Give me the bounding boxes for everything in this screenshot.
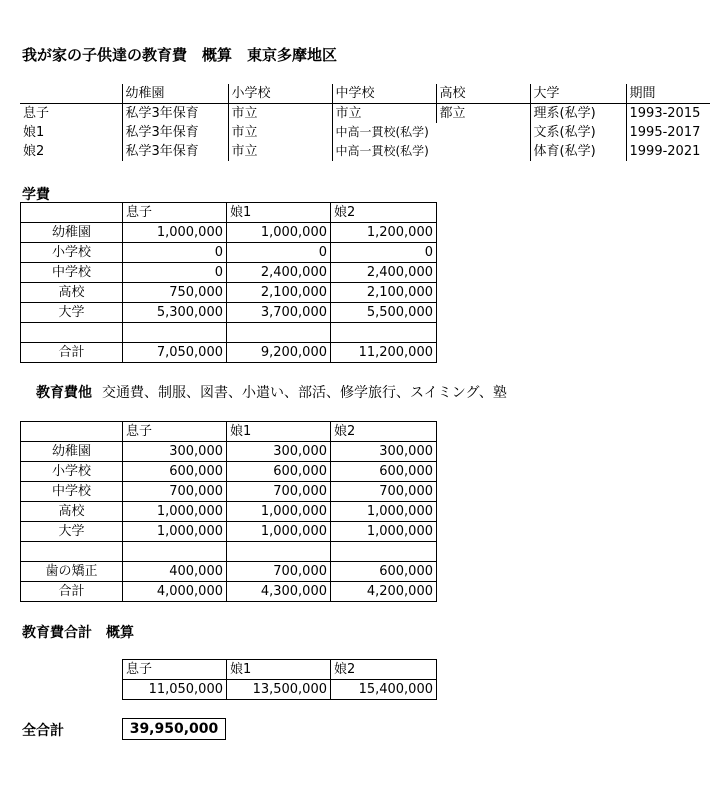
- row-label: 中学校: [21, 263, 123, 283]
- other-header-daughter2: 娘2: [331, 422, 437, 442]
- cell-value: 5,500,000: [331, 303, 437, 323]
- row-label: 中学校: [21, 482, 123, 502]
- tuition-header-daughter2: 娘2: [331, 203, 437, 223]
- summary-header-son: 息子: [123, 660, 227, 680]
- total-value: 9,200,000: [227, 343, 331, 363]
- cell-value: 300,000: [123, 442, 227, 462]
- tuition-row: [21, 283, 437, 303]
- cell-value: 400,000: [123, 562, 227, 582]
- row-label: 高校: [21, 283, 123, 303]
- cell-value: 0: [123, 243, 227, 263]
- tuition-header-row: [21, 203, 437, 223]
- cell-value: 2,400,000: [227, 263, 331, 283]
- cell-value: 300,000: [331, 442, 437, 462]
- grand-total-label: 全合計: [22, 723, 64, 739]
- cell-value: 2,400,000: [331, 263, 437, 283]
- cell-value: 0: [123, 263, 227, 283]
- other-row: [21, 482, 437, 502]
- period: 1999-2021: [626, 142, 710, 161]
- grand-total-value: 39,950,000: [122, 718, 226, 740]
- total-value: 4,300,000: [227, 582, 331, 602]
- schools-row: [20, 123, 710, 142]
- tuition-row: [21, 223, 437, 243]
- schools-row: [20, 142, 710, 161]
- schools-header-blank: [20, 84, 122, 104]
- other-costs-table: [20, 421, 437, 602]
- university-type: 文系(私学): [530, 123, 626, 142]
- cell-value: 600,000: [331, 462, 437, 482]
- cell-value: 600,000: [331, 562, 437, 582]
- other-section-title: [36, 382, 507, 402]
- kindergarten-type: 私学3年保育: [122, 142, 228, 161]
- total-value: 4,200,000: [331, 582, 437, 602]
- elementary-type: 市立: [228, 104, 332, 124]
- total-value: 11,200,000: [331, 343, 437, 363]
- cell-value: 1,000,000: [123, 522, 227, 542]
- schools-header-kindergarten: 幼稚園: [122, 84, 228, 104]
- cell-value: 0: [331, 243, 437, 263]
- cell-value: 1,000,000: [123, 223, 227, 243]
- elementary-type: 市立: [228, 123, 332, 142]
- schools-row: [20, 104, 710, 124]
- empty-cell: [331, 542, 437, 562]
- row-label: 幼稚園: [21, 223, 123, 243]
- junior-high-type: 市立: [332, 104, 436, 124]
- tuition-row: [21, 243, 437, 263]
- empty-cell: [331, 323, 437, 343]
- other-header-row: [21, 422, 437, 442]
- tuition-header-daughter1: 娘1: [227, 203, 331, 223]
- schools-header-university: 大学: [530, 84, 626, 104]
- other-header-son: 息子: [123, 422, 227, 442]
- row-label: 大学: [21, 522, 123, 542]
- tuition-row: [21, 303, 437, 323]
- summary-header-daughter2: 娘2: [331, 660, 437, 680]
- tuition-header-blank: [21, 203, 123, 223]
- cell-value: 1,000,000: [227, 223, 331, 243]
- cell-value: 600,000: [227, 462, 331, 482]
- period: 1993-2015: [626, 104, 710, 124]
- cell-value: 2,100,000: [227, 283, 331, 303]
- schools-table: [20, 84, 710, 161]
- other-header-blank: [21, 422, 123, 442]
- total-label: 合計: [21, 582, 123, 602]
- row-label: 高校: [21, 502, 123, 522]
- other-row: [21, 442, 437, 462]
- summary-value: 15,400,000: [331, 680, 437, 700]
- tuition-empty-row: [21, 323, 437, 343]
- summary-header-daughter1: 娘1: [227, 660, 331, 680]
- cell-value: 700,000: [227, 562, 331, 582]
- total-label: 合計: [21, 343, 123, 363]
- cell-value: 5,300,000: [123, 303, 227, 323]
- elementary-type: 市立: [228, 142, 332, 161]
- empty-cell: [123, 542, 227, 562]
- other-row: [21, 522, 437, 542]
- summary-table: [122, 659, 437, 700]
- empty-cell: [21, 542, 123, 562]
- schools-header-high-school: 高校: [436, 84, 530, 104]
- child-name: 娘2: [23, 144, 45, 159]
- cell-value: 300,000: [227, 442, 331, 462]
- other-header-daughter1: 娘1: [227, 422, 331, 442]
- cell-value: 600,000: [123, 462, 227, 482]
- row-label: 小学校: [21, 243, 123, 263]
- cell-value: 1,000,000: [227, 502, 331, 522]
- other-row: [21, 502, 437, 522]
- row-label: 小学校: [21, 462, 123, 482]
- empty-cell: [21, 323, 123, 343]
- cell-value: 700,000: [227, 482, 331, 502]
- other-row: [21, 462, 437, 482]
- schools-header-elementary: 小学校: [228, 84, 332, 104]
- university-type: 理系(私学): [530, 104, 626, 124]
- other-total-row: [21, 582, 437, 602]
- row-label: 歯の矯正: [21, 562, 123, 582]
- tuition-row: [21, 263, 437, 283]
- total-value: 4,000,000: [123, 582, 227, 602]
- cell-value: 1,000,000: [227, 522, 331, 542]
- child-name: 娘1: [23, 125, 45, 140]
- kindergarten-type: 私学3年保育: [122, 104, 228, 124]
- tuition-total-row: [21, 343, 437, 363]
- cell-value: 0: [227, 243, 331, 263]
- tuition-section-title: 学費: [22, 187, 50, 203]
- child-name: 息子: [23, 106, 50, 121]
- kindergarten-type: 私学3年保育: [122, 123, 228, 142]
- summary-values-row: [123, 680, 437, 700]
- empty-cell: [123, 323, 227, 343]
- total-value: 7,050,000: [123, 343, 227, 363]
- tuition-table: [20, 202, 437, 363]
- period: 1995-2017: [626, 123, 710, 142]
- summary-header-row: [123, 660, 437, 680]
- summary-value: 11,050,000: [123, 680, 227, 700]
- cell-value: 700,000: [331, 482, 437, 502]
- summary-section-title: 教育費合計 概算: [22, 625, 134, 641]
- cell-value: 700,000: [123, 482, 227, 502]
- cell-value: 1,200,000: [331, 223, 437, 243]
- summary-value: 13,500,000: [227, 680, 331, 700]
- dental-row: [21, 562, 437, 582]
- row-label: 幼稚園: [21, 442, 123, 462]
- tuition-header-son: 息子: [123, 203, 227, 223]
- other-title-text: 教育費他: [36, 385, 92, 401]
- row-label: 大学: [21, 303, 123, 323]
- page-title: 我が家の子供達の教育費 概算 東京多摩地区: [22, 46, 338, 64]
- combined-school-type: 中高一貫校(私学): [332, 123, 530, 142]
- university-type: 体育(私学): [530, 142, 626, 161]
- cell-value: 750,000: [123, 283, 227, 303]
- combined-school-type: 中高一貫校(私学): [332, 142, 530, 161]
- cell-value: 1,000,000: [123, 502, 227, 522]
- cell-value: 1,000,000: [331, 522, 437, 542]
- empty-cell: [227, 323, 331, 343]
- schools-header-period: 期間: [626, 84, 710, 104]
- other-note: 交通費、制服、図書、小遣い、部活、修学旅行、スイミング、塾: [102, 385, 507, 401]
- high-school-type: 都立: [436, 104, 530, 124]
- cell-value: 3,700,000: [227, 303, 331, 323]
- other-empty-row: [21, 542, 437, 562]
- schools-header-junior-high: 中学校: [332, 84, 436, 104]
- cell-value: 1,000,000: [331, 502, 437, 522]
- schools-header-row: [20, 84, 710, 104]
- cell-value: 2,100,000: [331, 283, 437, 303]
- empty-cell: [227, 542, 331, 562]
